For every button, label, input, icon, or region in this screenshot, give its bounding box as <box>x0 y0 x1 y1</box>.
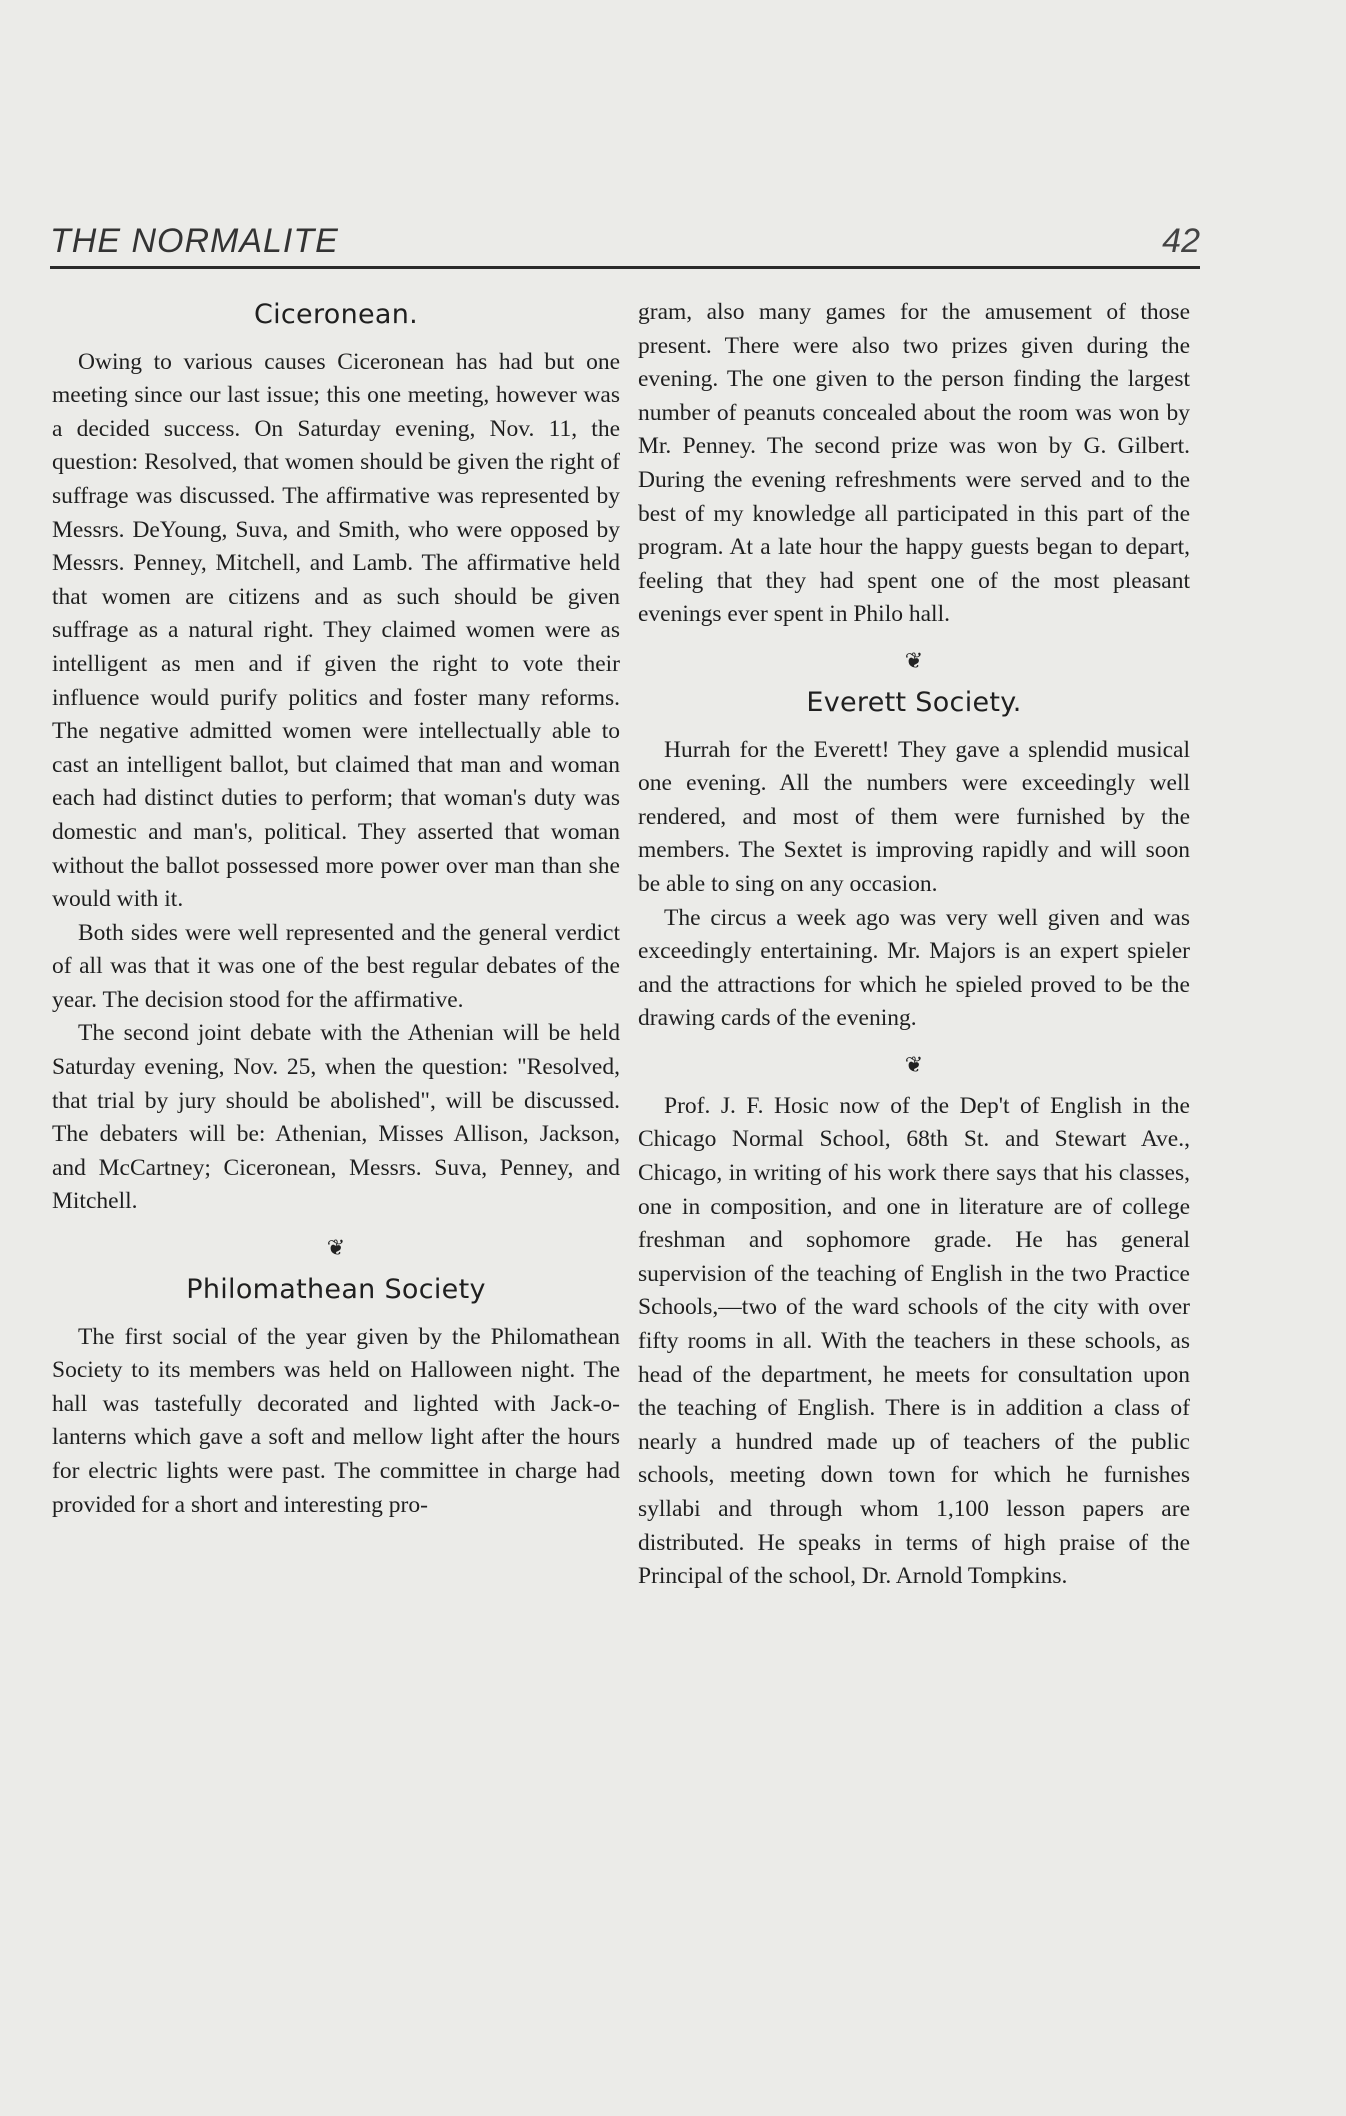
ornament-leaf-icon: ❦ <box>904 647 924 673</box>
ornament-leaf-icon: ❦ <box>326 1235 346 1261</box>
ciceronean-paragraph-3: The second joint debate with the Athenian will be held Saturday evening, Nov. 25, when the question: "Resolved, that trial by jury should be abolished", will be discussed. The debaters will be: Athenian, Misses Allison, Jackson, and McCartney; Ciceronean, Messrs. Suva, Penney, and Mitchell. <box>52 1020 620 1215</box>
left-column <box>52 290 620 1522</box>
page-number: 42 <box>1162 222 1200 260</box>
page-header <box>50 215 1200 265</box>
philomathean-paragraph-1-continued: gram, also many games for the amusement of those present. There were also two prizes given during the evening. The one given to the person finding the largest number of peanuts concealed about the room was won by Mr. Penney. The second prize was won by G. Gilbert. During the evening refreshments were served and to the best of my knowledge all participated in this part of the program. At a late hour the happy guests began to depart, feeling that they had spent one of the most pleasant evenings ever spent in Philo hall. <box>638 299 1190 628</box>
ciceronean-paragraph-2: Both sides were well represented and the general verdict of all was that it was one of the best regular debates of the year. The decision stood for the affirmative. <box>52 919 620 1013</box>
everett-heading: Everett Society. <box>806 686 1022 718</box>
hosic-paragraph: Prof. J. F. Hosic now of the Dep't of English in the Chicago Normal School, 68th St. and Stewart Ave., Chicago, in writing of his work there says that his classes, one in composition, and one in literature are of college freshman and sophomore grade. He has general supervision of the teaching of English in the two Practice Schools,—two of the ward schools of the city with over fifty rooms in all. With the teachers in these schools, as head of the department, he meets for consultation upon the teaching of English. There is in addition a class of nearly a hundred made up of teachers of the public schools, meeting down town for which he furnishes syllabi and through whom 1,100 lesson papers are distributed. He speaks in terms of high praise of the Principal of the school, Dr. Arnold Tompkins. <box>638 1092 1190 1590</box>
header-rule <box>50 266 1200 269</box>
ciceronean-heading: Ciceronean. <box>253 299 419 330</box>
ciceronean-paragraph-1: Owing to various causes Ciceronean has had but one meeting since our last issue; this one meeting, however was a decided success. On Saturday evening, Nov. 11, the question: Resolved, that women should be given the right of suffrage was discussed. The affirmative was represented by Messrs. DeYoung, Suva, and Smith, who were opposed by Messrs. Penney, Mitchell, and Lamb. The affirmative held that women are citizens and as such should be given suffrage as a natural right. They claimed women were as intelligent as men and if given the right to vote their influence would purify politics and foster many reforms. The negative admitted women were intellectually able to cast an intelligent ballot, but claimed that man and woman each had distinct duties to perform; that woman's duty was domestic and man's, political. They asserted that woman without the ballot possessed more power over man than she would with it. <box>52 348 620 913</box>
philomathean-heading: Philomathean Society <box>186 1274 486 1306</box>
everett-paragraph-2: The circus a week ago was very well given and was exceedingly entertaining. Mr. Majors is an expert spieler and the attractions for which he spieled proved to be the drawing cards of the evening. <box>638 904 1190 1032</box>
philomathean-paragraph-1: The first social of the year given by the Philomathean Society to its members was held on Halloween night. The hall was tastefully decorated and lighted with Jack-o-lanterns which gave a soft and mellow light after the hours for electric lights were past. The committee in charge had provided for a short and interesting pro- <box>52 1323 620 1518</box>
everett-paragraph-1: Hurrah for the Everett! They gave a splendid musical one evening. All the numbers were exceedingly well rendered, and most of them were furnished by the members. The Sextet is improving rapidly and will soon be able to sing on any occasion. <box>638 736 1190 897</box>
ornament-leaf-icon: ❦ <box>904 1051 924 1077</box>
right-column <box>638 296 1190 1594</box>
publication-title: THE NORMALITE <box>50 222 339 260</box>
